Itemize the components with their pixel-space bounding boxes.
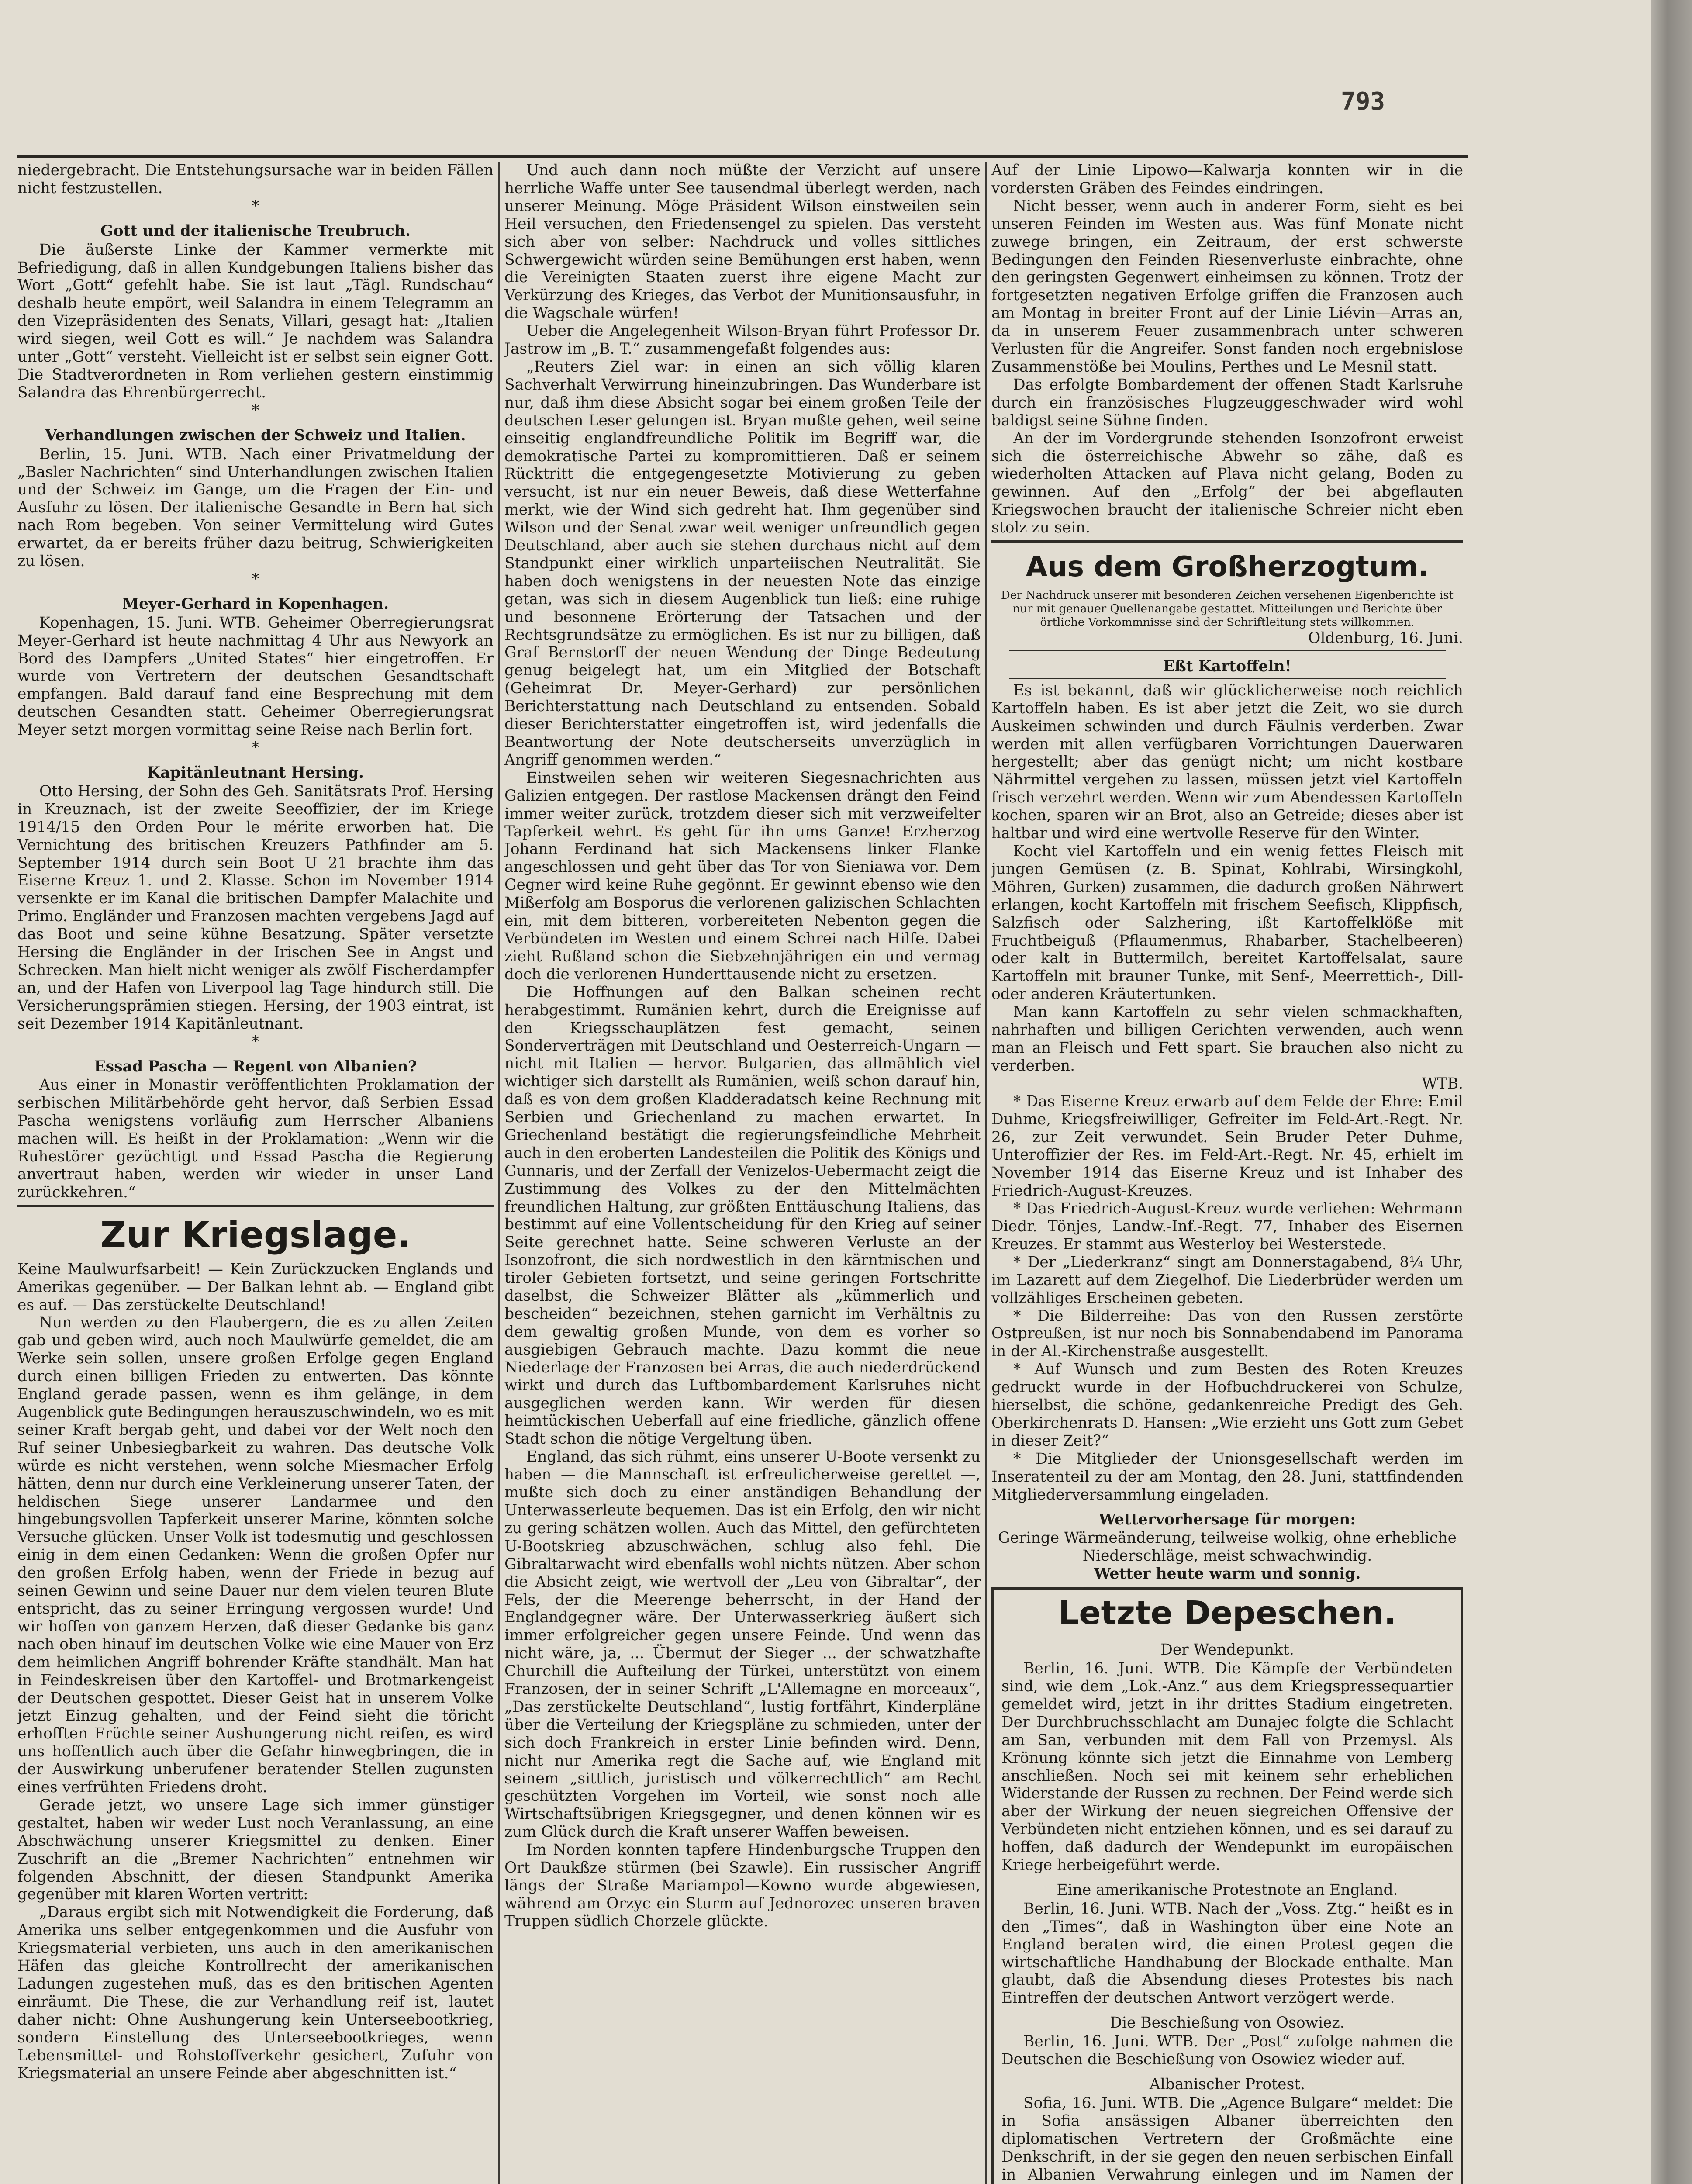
page-number: 793 (1341, 87, 1385, 116)
weather-observation: Wetter heute warm und sonnig. (1094, 1565, 1361, 1583)
article-text: Man kann Kartoffeln zu sehr vielen schmackhaften, nahrhaften und billigen Gerichten verwenden, auch wenn man an Fleisch und Fett spart. Sie brauchen also nicht zu verderben. (991, 1003, 1463, 1075)
article-heading: Essad Pascha — Regent von Albanien? (94, 1057, 417, 1075)
article-heading: Eßt Kartoffeln! (1163, 657, 1291, 675)
article-text: Nicht besser, wenn auch in anderer Form, sieht es bei unseren Feinden im Westen aus. Was fünf Monate nicht zuwege bringen, ein Zeitraum, der erst schwerste Bedingungen den Feinden Riesenverluste einbrachte, ohne den geringsten Gegenwert einheimsen zu können. Trotz der fortgesetzten negativen Erfolge griffen die Franzosen auch am Montag in breiter Front auf der Linie Liévin—Arras an, da in unserem Feuer zusammenbrach unter schweren Verlusten für die Angreifer. Sonst fanden noch ergebnislose Zusammenstöße bei Moulins, Perthes und Le Mesnil statt. (991, 197, 1463, 376)
separator-star: * (252, 570, 259, 588)
article-text: Die Hoffnungen auf den Balkan scheinen recht herabgestimmt. Rumänien kehrt, durch die Ereignisse auf den Kriegsschauplätzen fest gemacht, seinen Sonderverträgen mit Deutschland und Oesterreich-Ungarn — nicht mit Italien — hervor. Bulgarien, das allmählich viel wichtiger sich darstellt als Rumänien, weiß schon darauf hin, daß es von dem großen Kladderadatsch keine Rechnung mit Serbien und Griechenland zu machen erwartet. In Griechenland bestätigt die regierungsfeindliche Mehrheit auch in den eroberten Landesteilen die Politik des Königs und Gunnaris, und der Zerfall der Venizelos-Uebermacht zeigt die Zustimmung des Volkes zu der den Mittelmächten freundlichen Haltung, zur größten Enttäuschung Italiens, das bestimmt auf eine Vollentscheidung für den Krieg auf seiner Seite gerechnet hatte. Seine schweren Verluste an der Isonzofront, die sich nordwestlich in den kärntnischen und tiroler Gebieten fortsetzt, und seine geringen Fortschritte daselbst, die Schweizer Blätter als „kümmerlich und bescheiden“ bezeichnen, stehen garnicht im Verhältnis zu dem gewaltig großen Munde, von dem es vorher so ausgiebigen Gebrauch machte. Dazu kommt die neue Niederlage der Franzosen bei Arras, die auch niederdrückend wirkt und durch das Luftbombardement Karlsruhes nicht ausgeglichen werden kann. Wir werden für diesen heimtückischen Ueberfall auf eine friedliche, gänzlich offene Stadt schon die nötige Vergeltung üben. (504, 983, 981, 1448)
article-text: England, das sich rühmt, eins unserer U-Boote versenkt zu haben — die Mannschaft ist erfreulicherweise gerettet —, mußte sich doch zu einer anständigen Behandlung der Unterwasserleute bequemen. Das ist ein Erfolg, den wir nicht zu gering schätzen wollen. Auch das Mittel, den gefürchteten U-Bootskrieg abzuschwächen, schlug also fehl. Die Gibraltarwacht wird ebenfalls wohl nichts nützen. Aber schon die Absicht zeigt, wie wertvoll der „Leu von Gibraltar“, der Fels, der die Meerenge beherrscht, in der Hand der Englandgegner wäre. Der Unterwasserkrieg äußert sich immer erfolgreicher gegen unsere Feinde. Und wenn das nicht wäre, ja, ... Übermut der Sieger ... der schwatzhafte Churchill die Aufteilung der Türkei, unterstützt von einem Franzosen, der in seiner Schrift „L'Allemagne en morceaux“, „Das zerstückelte Deutschland“, lustig fortfährt, Kinderpläne über die Verteilung der Kriegspläne zu schmieden, unter der sich doch Frankreich in erster Linie befinden wird. Denn, nicht nur Amerika regt die Sache auf, wie England mit seinem „sittlich, juristisch und völkerrechtlich“ am Recht geschützten Vorgehen im Vorteil, wie sonst noch alle Wirtschaftsübrigen Kriegsgegner, und denen können wir es zum Glück durch die Kraft unserer Waffen beweisen. (504, 1448, 981, 1841)
dispatch-text: Berlin, 16. Juni. WTB. Nach der „Voss. Ztg.“ heißt es in den „Times“, daß in Washington über eine Note an England beraten wird, die einen Protest gegen die wirtschaftliche Handhabung der Blockade enthalte. Man glaubt, daß die Absendung dieses Protestes bis nach Eintreffen der deutschen Antwort verzögert werde. (1001, 1900, 1453, 2007)
column-3 (991, 162, 1463, 2184)
article-text: Gerade jetzt, wo unsere Lage sich immer günstiger gestaltet, haben wir weder Lust noch Veranlassung, an eine Abschwächung unserer Kriegsmittel zu denken. Einer Zuschrift an die „Bremer Nachrichten“ entnehmen wir folgenden Abschnitt, der diesen Standpunkt Amerika gegenüber mit klaren Worten vertritt: (17, 1796, 494, 1904)
box-title: Letzte Depeschen. (1058, 1594, 1396, 1632)
article-text: Otto Hersing, der Sohn des Geh. Sanitätsrats Prof. Hersing in Kreuznach, ist der zweite Seeoffizier, der im Kriege 1914/15 den Orden Pour le mérite erworben hat. Die Vernichtung des britischen Kreuzers Pathfinder am 5. September 1914 durch sein Boot U 21 brachte ihm das Eiserne Kreuz 1. und 2. Klasse. Schon im November 1914 versenkte er im Kanal die britischen Dampfer Malachite und Primo. Engländer und Franzosen machten vergebens Jagd auf das Boot und seine kühne Besatzung. Später versetzte Hersing die Engländer in der Irischen See in Angst und Schrecken. Man hielt nicht weniger als zwölf Fischerdampfer an, und der Hafen von Liverpool lag Tage hindurch still. Die Versicherungsprämien stiegen. Hersing, der 1903 eintrat, ist seit Dezember 1914 Kapitänleutnant. (17, 782, 494, 1033)
weather-forecast: Geringe Wärmeänderung, teilweise wolkig, ohne erhebliche Niederschläge, meist schwachwindig. (998, 1529, 1457, 1565)
section-title: Zur Kriegslage. (100, 1214, 411, 1256)
dispatch-text: Berlin, 16. Juni. WTB. Der „Post“ zufolge nahmen die Deutschen die Beschießung von Osowiez wieder auf. (1001, 2033, 1453, 2069)
section-rule (991, 540, 1463, 543)
dispatch-heading: Albanischer Protest. (1149, 2076, 1305, 2093)
article-text: Einstweilen sehen wir weiteren Siegesnachrichten aus Galizien entgegen. Der rastlose Mackensen drängt den Feind immer weiter zurück, trotzdem dieser sich mit verzweifelter Tapferkeit wehrt. Es geht für ihn ums Ganze! Erzherzog Johann Ferdinand hat sich Mackensens linker Flanke angeschlossen und geht über das Tor von Sieniawa vor. Dem Gegner wird keine Ruhe gegönnt. Er gewinnt ebenso wie den Mißerfolg am Bosporus die verlorenen galizischen Schlachten ein, mit dem bitteren, vorbereiteten Nebenton gegen die Verbündeten im Westen und einem Schrei nach Hilfe. Dabei zieht Rußland schon die Siebzehnjährigen ein und vermag doch die verlorenen Hunderttausende nicht zu ersetzen. (504, 769, 981, 983)
local-note: * Auf Wunsch und zum Besten des Roten Kreuzes gedruckt wurde in der Hofbuchdruckerei von Schulze, hierselbst, die schöne, gedankenreiche Predigt des Geh. Oberkirchenrats D. Hansen: „Wie erzieht uns Gott zum Gebet in dieser Zeit?“ (991, 1361, 1463, 1450)
reprint-note: Der Nachdruck unserer mit besonderen Zeichen versehenen Eigenberichte ist nur mit genauer Quellenangabe gestattet. Mitteilungen und Berichte über örtliche Vorkommnisse sind der Schriftleitung stets willkommen. (1001, 589, 1454, 629)
column-divider (985, 162, 987, 2184)
dispatch-text: Berlin, 16. Juni. WTB. Die Kämpfe der Verbündeten sind, wie dem „Lok.-Anz.“ aus dem Kriegspressequartier gemeldet wird, jetzt in ihr drittes Stadium eingetreten. Der Durchbruchsschlacht am Dunajec folgte die Schlacht am San, verbunden mit dem Fall von Przemysl. Als Krönung könnte sich jetzt die Einnahme von Lemberg anschließen. Noch sei mit keinem sehr erheblichen Widerstande der Russen zu rechnen. Der Feind werde sich aber der Wirkung der neuen siegreichen Offensive der Verbündeten nicht entziehen können, und es sei darauf zu hoffen, daß dadurch der Wendepunkt im europäischen Kriege herbeigeführt werde. (1001, 1660, 1453, 1874)
article-text: An der im Vordergrunde stehenden Isonzofront erweist sich die österreichische Abwehr so zähe, daß es wiederholten Attacken auf Plava nicht gelang, Boden zu gewinnen. Auf den „Erfolg“ der bei abgeflauten Kriegswochen braucht der italienische Schreier nicht eben stolz zu sein. (991, 429, 1463, 537)
separator-star: * (252, 1033, 259, 1051)
article-text: Nun werden zu den Flaubergern, die es zu allen Zeiten gab und geben wird, auch noch Maulwürfe gemeldet, die am Werke sein sollen, unsere großen Erfolge gegen England durch einen billigen Frieden zu entwerten. Das könnte England gerade passen, wenn es ihm gelänge, in dem Augenblick gute Bedingungen herauszuschwindeln, wo es mit seiner Kraft bergab geht, und dabei vor der Welt noch den Ruf seiner Unbesiegbarkeit zu wahren. Das deutsche Volk würde es nicht verstehen, wenn solche Miesmacher Erfolg hätten, denn nur durch eine Verkleinerung unserer Taten, der heldischen Siege unserer Landarmee und den hingebungsvollen Tapferkeit unserer Marine, könnten solche Versuche glücken. Unser Volk ist todesmutig und geschlossen einig in dem einen Gedanken: Wenn die großen Opfer nur den großen Erfolg haben, wenn der Friede in bezug auf seinen Gewinn und seine Dauer nur dem vielen teuren Blute entspricht, das zu seiner Erringung vergossen wurde! Und wir hoffen von ganzem Herzen, daß dieser Gedanke bis ganz nach oben hinauf im deutschen Volke wie eine Mauer von Erz dem heimlichen Angriff bohrender Kräfte standhält. Man hat in Feindeskreisen über den Kartoffel- und Brotmarkengeist der Deutschen gespottet. Dieser Geist hat in unserem Volke jetzt Einzug gehalten, und der Feind sieht die töricht erhofften Früchte seiner Aushungerung nicht reifen, es wird uns hoffentlich auch über die Gefahr hinwegbringen, die in der Auswirkung unberufener beratender Stellen zugunsten eines verfrühten Friedens droht. (17, 1314, 494, 1797)
article-text: Und auch dann noch müßte der Verzicht auf unsere herrliche Waffe unter See tausendmal überlegt werden, nach unserer Meinung. Möge Präsident Wilson einstweilen sein Heil versuchen, den Friedensengel zu spielen. Das versteht sich aber von selber: Nachdruck und volles sittliches Schwergewicht würden seine Bemühungen erst haben, wenn die Vereinigten Staaten zuerst ihre eigene Macht zur Verkürzung des Krieges, das Verbot der Munitionsausfuhr, in die Wagschale würfen! (504, 162, 981, 322)
article-heading: Meyer-Gerhard in Kopenhagen. (122, 595, 389, 613)
dispatch-heading: Der Wendepunkt. (1160, 1641, 1294, 1659)
section-rule (1009, 650, 1446, 651)
dateline: Oldenburg, 16. Juni. (1308, 629, 1463, 647)
article-heading: Kapitänleutnant Hersing. (147, 764, 364, 781)
section-rule (17, 1205, 494, 1207)
signature: WTB. (1422, 1075, 1463, 1092)
article-quote: „Reuters Ziel war: in einen an sich völlig klaren Sachverhalt Verwirrung hineinzubringen. Das Wunderbare ist nur, daß ihm diese Absicht sogar bei einem großen Teile der deutschen Leser gelungen ist. Bryan mußte gehen, weil seine einseitig englandfreundliche Politik im Begriff war, die demokratische Partei zu kompromittieren. Daß er seinem Rücktritt die entgegengesetzte Motivierung zu geben versucht, ist nur ein neuer Beweis, daß diese Wetterfahne merkt, wie der Wind sich gedreht hat. Ihm gegenüber sind Wilson und der Senat zwar weit weniger unfreundlich gegen Deutschland, aber auch sie stehen durchaus nicht auf dem Standpunkt einer wirklich unparteiischen Neutralität. Sie haben doch wenigstens in der neuesten Note das einzige getan, was sich in diesem Augenblick tun ließ: eine ruhige und besonnene Erörterung der Tatsachen und der Rechtsgrundsätze zu ermöglichen. Es ist nur zu billigen, daß Graf Bernstorff der neuen Wendung der Dinge Bedeutung genug beigelegt hat, um ein Mitglied der Botschaft (Geheimrat Dr. Meyer-Gerhard) zur persönlichen Berichterstattung nach Deutschland zu entsenden. Sobald dieser Berichterstatter eingetroffen ist, wird jedenfalls die Beantwortung der Note deutscherseits unverzüglich in Angriff genommen werden.“ (504, 358, 981, 769)
local-note: * Das Friedrich-August-Kreuz wurde verliehen: Wehrmann Diedr. Tönjes, Landw.-Inf.-Regt. 77, Inhaber des Eisernen Kreuzes. Er stammt aus Westerloy bei Westerstede. (991, 1200, 1463, 1253)
local-note: * Der „Liederkranz“ singt am Donnerstagabend, 8¼ Uhr, im Lazarett auf dem Ziegelhof. Die Liederbrüder werden um vollzähliges Erscheinen gebeten. (991, 1253, 1463, 1307)
dispatch-text: Sofia, 16. Juni. WTB. Die „Agence Bulgare“ meldet: Die in Sofia ansässigen Albaner überreichten den diplomatischen Vertretern der Großmächte eine Denkschrift, in der sie gegen den neuen serbischen Einfall in Albanien Verwahrung einlegen und im Namen der (1001, 2094, 1453, 2184)
article-text: Die äußerste Linke der Kammer vermerkte mit Befriedigung, daß in allen Kundgebungen Italiens bisher das Wort „Gott“ gefehlt habe. Sie ist laut „Tägl. Rundschau“ deshalb heute empört, weil Salandra in einem Telegramm an den Vizepräsidenten des Senats, Villari, gesagt hat: „Italien wird siegen, weil Gott es will.“ Je nachdem was Salandra unter „Gott“ versteht. Vielleicht ist er selbst sein eigner Gott. Die Stadtverordneten in Rom verliehen gestern einstimmig Salandra das Ehrenbürgerrecht. (17, 241, 494, 401)
separator-star: * (252, 401, 259, 419)
article-text: Kocht viel Kartoffeln und ein wenig fettes Fleisch mit jungen Gemüsen (z. B. Spinat, Kohlrabi, Wirsingkohl, Möhren, Gurken) zusammen, die dadurch großen Nährwert erlangen, kocht Kartoffeln mit frischem Seefisch, Klippfisch, Salzfisch oder Salzhering, ißt Kartoffelklöße mit Fruchtbeiguß (Pflaumenmus, Rhabarber, Stachelbeeren) oder kalt in Buttermilch, bereitet Kartoffelsalat, saure Kartoffeln mit brauner Tunke, mit Senf-, Meerrettich-, Dill- oder anderen Kräutertunken. (991, 843, 1463, 1003)
column-divider (498, 162, 500, 2184)
column-1 (17, 162, 494, 2184)
article-text: Aus einer in Monastir veröffentlichten Proklamation der serbischen Militärbehörde geht hervor, daß Serbien Essad Pascha wenigstens vorläufig zum Herrscher Albaniens machen will. Es heißt in der Proklamation: „Wenn wir die Ruhestörer gezüchtigt und Essad Pascha die Regierung anvertraut haben, werden wir wieder in unser Land zurückkehren.“ (17, 1076, 494, 1201)
local-note: * Die Bilderreihe: Das von den Russen zerstörte Ostpreußen, ist nur noch bis Sonnabendabend im Panorama in der Al.-Kirchenstraße ausgestellt. (991, 1307, 1463, 1361)
article-lead: Keine Maulwurfsarbeit! — Kein Zurückzucken Englands und Amerikas gegenüber. — Der Balkan lehnt ab. — England gibt es auf. — Das zerstückelte Deutschland! (17, 1260, 494, 1314)
article-text: niedergebracht. Die Entstehungsursache war in beiden Fällen nicht festzustellen. (17, 162, 494, 197)
column-2 (504, 162, 981, 2184)
separator-star: * (252, 739, 259, 757)
local-note: * Die Mitglieder der Unionsgesellschaft werden im Inseratenteil zu der am Montag, den 28. Juni, stattfindenden Mitgliederversammlung eingeladen. (991, 1450, 1463, 1503)
article-text: Auf der Linie Lipowo—Kalwarja konnten wir in die vordersten Gräben des Feindes eindringen. (991, 162, 1463, 197)
article-text: Es ist bekannt, daß wir glücklicherweise noch reichlich Kartoffeln haben. Es ist aber jetzt die Zeit, wo sie durch Auskeimen schwinden und durch Fäulnis verderben. Zwar werden mit allen verfügbaren Vorrichtungen Dauerwaren hergestellt; aber das genügt nicht; um nicht kostbare Nährmittel vergehen zu lassen, müssen jetzt viel Kartoffeln frisch verzehrt werden. Wenn wir zum Abendessen Kartoffeln kochen, sparen wir an Brot, also an Getreide; dieses aber ist haltbar und wird eine wertvolle Reserve für den Winter. (991, 681, 1463, 843)
dispatch-heading: Eine amerikanische Protestnote an England. (1057, 1881, 1398, 1899)
article-text: Berlin, 15. Juni. WTB. Nach einer Privatmeldung der „Basler Nachrichten“ sind Unterhandlungen zwischen Italien und der Schweiz im Gange, um die Fragen der Ein- und Ausfuhr zu lösen. Der italienische Gesandte in Bern hat sich nach Rom begeben. Von seiner Vermittelung wird Gutes erwartet, da er bereits früher dazu beitrug, Schwierigkeiten zu lösen. (17, 445, 494, 570)
article-text: Ueber die Angelegenheit Wilson-Bryan führt Professor Dr. Jastrow im „B. T.“ zusammengefaßt folgendes aus: (504, 322, 981, 358)
article-heading: Verhandlungen zwischen der Schweiz und Italien. (45, 426, 466, 444)
section-rule (1009, 678, 1446, 679)
local-note: * Das Eiserne Kreuz erwarb auf dem Felde der Ehre: Emil Duhme, Kriegsfreiwilliger, Gefreiter im Feld-Art.-Regt. Nr. 26, zur Zeit verwundet. Sein Bruder Peter Duhme, Unteroffizier der Res. im Feld-Art.-Regt. Nr. 45, erhielt im November 1914 das Eiserne Kreuz und ist Inhaber des Friedrich-August-Kreuzes. (991, 1092, 1463, 1200)
article-text: Kopenhagen, 15. Juni. WTB. Geheimer Oberregierungsrat Meyer-Gerhard ist heute nachmittag 4 Uhr aus Newyork an Bord des Dampfers „United States“ hier eingetroffen. Er wurde von Vertretern der deutschen Gesandtschaft empfangen. Bald darauf fand eine Besprechung mit dem deutschen Gesandten statt. Geheimer Oberregierungsrat Meyer setzt morgen vormittag seine Reise nach Berlin fort. (17, 614, 494, 739)
section-title: Aus dem Großherzogtum. (1026, 551, 1429, 584)
article-text: Das erfolgte Bombardement der offenen Stadt Karlsruhe durch ein französisches Flugzeuggeschwader wird wohl baldigst seine Sühne finden. (991, 376, 1463, 429)
weather-heading: Wettervorhersage für morgen: (1099, 1510, 1356, 1528)
top-rule (17, 155, 1468, 158)
book-binding-edge (1651, 0, 1692, 2184)
article-text: Im Norden konnten tapfere Hindenburgsche Truppen den Ort Daukßze stürmen (bei Szawle). Ein russischer Angriff längs der Straße Mariampol—Kowno wurde abgewiesen, während am Orzyc ein Sturm auf Jednorozec unseren braven Truppen südlich Chorzele glückte. (504, 1841, 981, 1930)
article-quote: „Daraus ergibt sich mit Notwendigkeit die Forderung, daß Amerika uns selber entgegenkommen und die Ausfuhr von Kriegsmaterial verbieten, uns auch in den amerikanischen Häfen das gleiche Kontrollrecht der amerikanischen Ladungen zugestehen muß, das es den britischen Agenten einräumt. Die These, die zur Verhandlung reif ist, lautet daher nicht: Ohne Aushungerung kein Unterseebootkrieg, sondern Einstellung des Unterseebootkrieges, wenn Lebensmittel- und Rohstoffverkehr gesichert, Zufuhr von Kriegsmaterial an unsere Feinde aber abgeschnitten ist.“ (17, 1904, 494, 2082)
separator-star: * (252, 197, 259, 215)
latest-dispatches-box (991, 1587, 1463, 2184)
dispatch-heading: Die Beschießung von Osowiez. (1110, 2014, 1345, 2032)
article-heading: Gott und der italienische Treubruch. (100, 222, 411, 240)
